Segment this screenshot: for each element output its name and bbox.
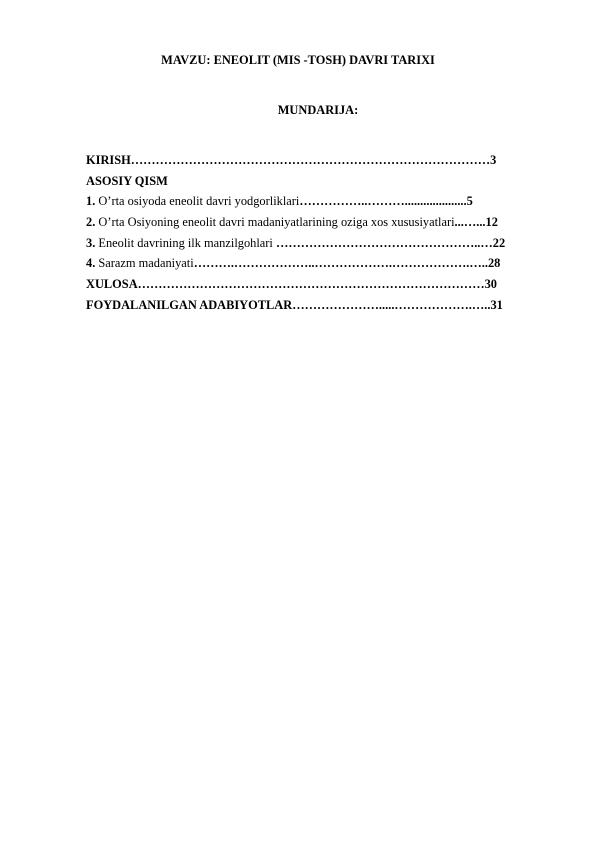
toc-entry-kirish[interactable] xyxy=(86,152,556,173)
toc-entry-1[interactable] xyxy=(86,193,556,214)
toc-entry-number: 4. xyxy=(86,256,96,271)
toc-leader-dots: …………………………………………..… xyxy=(272,235,493,250)
toc-entry-2[interactable] xyxy=(86,214,556,235)
toc-entry-4[interactable] xyxy=(86,255,556,276)
toc-leader-dots: ……………..……….................... xyxy=(299,194,467,209)
toc-entry-foydalanilgan-adabiyotlar[interactable] xyxy=(86,297,556,318)
toc-entry-text: Eneolit davrining ilk manzilgohlari xyxy=(95,235,273,250)
toc-entry-text: FOYDALANILGAN ADABIYOTLAR xyxy=(86,297,293,312)
toc-entry-asosiy-qism[interactable] xyxy=(86,173,556,194)
toc-entry-3[interactable] xyxy=(86,235,556,256)
toc-entry-text: Sarazm madaniyati xyxy=(95,256,194,271)
toc-entry-text: O’rta osiyoda eneolit davri yodgorliklari xyxy=(95,194,300,209)
toc-page-number: 31 xyxy=(490,297,503,312)
toc-leader-dots: …………………………………………………………………………… xyxy=(130,153,491,167)
toc-entry-number: 1. xyxy=(86,194,96,209)
toc-page-number: 3 xyxy=(490,153,497,167)
toc-page-number: 12 xyxy=(485,215,498,230)
toc-entry-xulosa[interactable] xyxy=(86,276,556,297)
toc-page-number: 28 xyxy=(487,256,501,271)
toc-entry-number: 3. xyxy=(86,235,96,250)
toc-leader-dots: ………………….....……………….….. xyxy=(292,297,491,312)
toc-entry-text: O’rta Osiyoning eneolit davri madaniyatlarining oziga xos xususiyatlari xyxy=(95,215,455,230)
toc-page-number: 5 xyxy=(466,194,473,209)
document-title: MAVZU: ENEOLIT (MIS -TOSH) DAVRI TARIXI xyxy=(161,53,435,67)
contents-heading: MUNDARIJA: xyxy=(277,103,359,117)
toc-entry-text: ASOSIY QISM xyxy=(86,173,168,188)
toc-leader-dots: ...…... xyxy=(454,215,486,230)
toc-page-number: 30 xyxy=(484,277,497,292)
toc-leader-dots: ………………………………………………………………………… xyxy=(137,277,485,292)
toc-leader-dots: ……….………………..……………….……………….….. xyxy=(193,256,488,271)
toc-entry-text: XULOSA xyxy=(86,277,138,292)
toc-entry-text: KIRISH xyxy=(86,153,131,167)
toc-page-number: 22 xyxy=(492,235,506,250)
table-of-contents xyxy=(86,152,556,318)
toc-entry-number: 2. xyxy=(86,215,96,230)
